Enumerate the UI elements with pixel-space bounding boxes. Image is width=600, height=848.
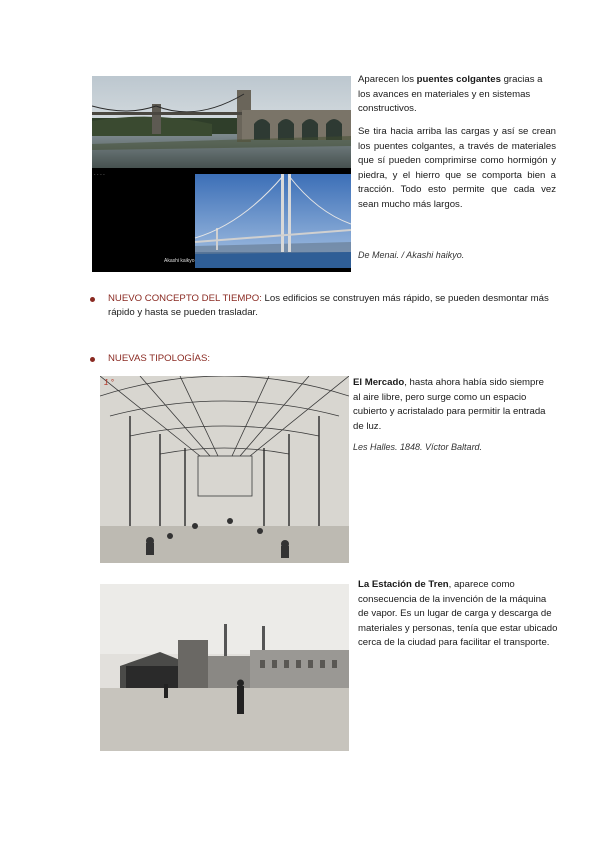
market-caption: Les Halles. 1848. Víctor Baltard. [353, 442, 483, 452]
market-description [353, 376, 553, 434]
svg-text:· · · ·: · · · · [94, 172, 105, 178]
bullet-time-concept [108, 292, 556, 321]
bullet-dot [90, 297, 95, 302]
station-description [358, 578, 558, 651]
les-halles-engraving [100, 376, 349, 563]
suspension-bridges-term: puentes colgantes [416, 74, 501, 85]
menai-bridge-photo [92, 76, 351, 168]
bullet-dot [90, 357, 95, 362]
engraving-red-mark: 1 ° [104, 378, 114, 387]
akashi-bridge-photo [92, 168, 351, 272]
train-station-photo [100, 584, 349, 751]
bullet-new-typologies [108, 352, 556, 366]
market-text: , hasta ahora había sido siempre al aire libre, pero surge como un espacio cubierto y acristalado para permitir la entrada de luz. [353, 377, 546, 432]
bullet-heading: NUEVAS TIPOLOGÍAS: [108, 353, 211, 364]
photo-corner-label: Akashi kaikyo [164, 258, 195, 264]
bridges-explanation: Se tira hacia arriba las cargas y así se crean los puentes colgantes, a través de materiales que sí pueden comprimirse como hormigón y piedra, y el hierro que se comporta bien a tracción. Todo esto permite que cada vez sean mucho más largos. [358, 126, 556, 210]
station-text: , aparece como consecuencia de la invención de la máquina de vapor. Es un lugar de carga y descarga de materiales y personas, tenía que estar ubicado cerca de la ciudad para facilitar el transporte. [358, 579, 558, 649]
bridges-intro [358, 73, 548, 117]
bullet-heading: NUEVO CONCEPTO DEL TIEMPO: [108, 293, 262, 304]
bridges-intro-rest: gracias a los avances en materiales y en sistemas constructivos. [358, 74, 543, 115]
bridges-intro-lead: Aparecen los [358, 74, 417, 85]
bullet-text: Los edificios se construyen más rápido, se pueden desmontar más rápido y hasta se pueden trasladar. [108, 293, 549, 319]
station-term: La Estación de Tren [358, 579, 449, 590]
bridges-caption: De Menai. / Akashi haikyo. [358, 250, 465, 260]
market-term: El Mercado [353, 377, 405, 388]
